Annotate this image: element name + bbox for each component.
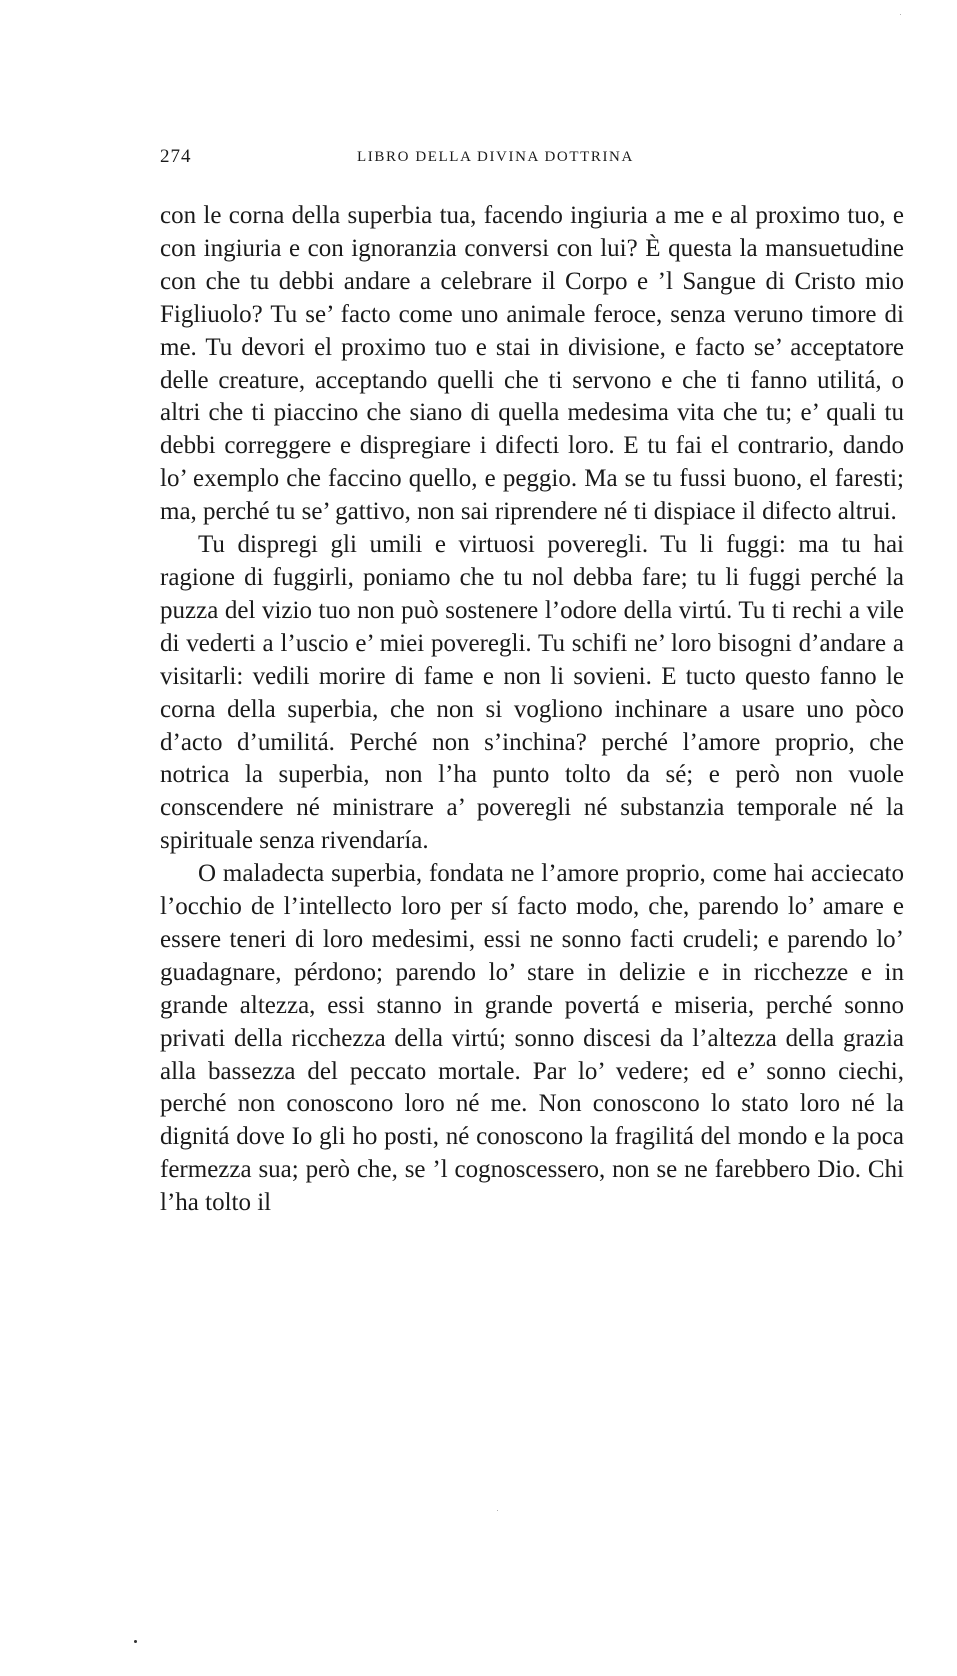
running-title: LIBRO DELLA DIVINA DOTTRINA [357, 149, 634, 165]
paragraph: O maladecta superbia, fondata ne l’amore proprio, come hai acciecato l’occhio de l’intellecto loro per sí facto modo, che, parendo lo’ amare e essere teneri di loro medesimi, essi ne sonno facti crudeli; e parendo lo’ guadagnare, pérdono; parendo lo’ stare in delizie e in ricchezze e in grande altezza, essi stanno in grande povertá e miseria, perché sonno privati della ricchezza della virtú; sonno discesi da l’altezza della grazia alla bassezza del peccato mortale. Par lo’ vedere; ed e’ sonno ciechi, perché non conoscono loro né me. Non conoscono lo stato loro né la dignitá dove Io gli ho posti, né conoscono la fragilitá del mondo e la poca fermezza sua; però che, se ’l cognoscessero, non se ne farebbero Dio. Chi l’ha tolto il [160, 860, 904, 1217]
body-text [160, 200, 904, 1220]
scan-speck [900, 14, 901, 15]
paragraph: con le corna della superbia tua, facendo ingiuria a me e al proximo tuo, e con ingiuria e con ignoranzia conversi con lui? È questa la mansuetudine con che tu debbi andare a celebrare il Corpo e ’l Sangue di Cristo mio Figliuolo? Tu se’ facto come uno animale feroce, senza veruno timore di me. Tu devori el proximo tuo e stai in divisione, e facto se’ acceptatore delle creature, acceptando quelli che ti servono e che ti fanno utilitá, o altri che ti piaccino che siano di quella medesima vita che tu; e’ quali tu debbi correggere e dispregiare i difecti loro. E tu fai el contrario, dando lo’ exemplo che faccino quello, e peggio. Ma se tu fussi buono, el faresti; ma, perché tu se’ gattivo, non sai riprendere né ti dispiace il difecto altrui. [160, 202, 904, 526]
scan-speck [134, 1640, 137, 1643]
paragraph: Tu dispregi gli umili e virtuosi poveregli. Tu li fuggi: ma tu hai ragione di fuggirli, poniamo che tu nol debba fare; tu li fuggi perché la puzza del vizio tuo non può sostenere l’odore della virtú. Tu ti rechi a vile di vederti a l’uscio e’ miei poveregli. Tu schifi ne’ loro bisogni d’andare a visitarli: vedili morire di fame e non li sovieni. E tucto questo fanno le corna della superbia, che non si vogliono inchinare a usare uno pòco d’acto d’umilitá. Perché non s’inchina? perché l’amore proprio, che notrica la superbia, non l’ha punto tolto da sé; e però non vuole conscendere né ministrare a’ poveregli né substanzia temporale né la spirituale senza rivendaría. [160, 531, 904, 855]
page-number: 274 [160, 146, 192, 167]
scan-speck [497, 1510, 498, 1511]
